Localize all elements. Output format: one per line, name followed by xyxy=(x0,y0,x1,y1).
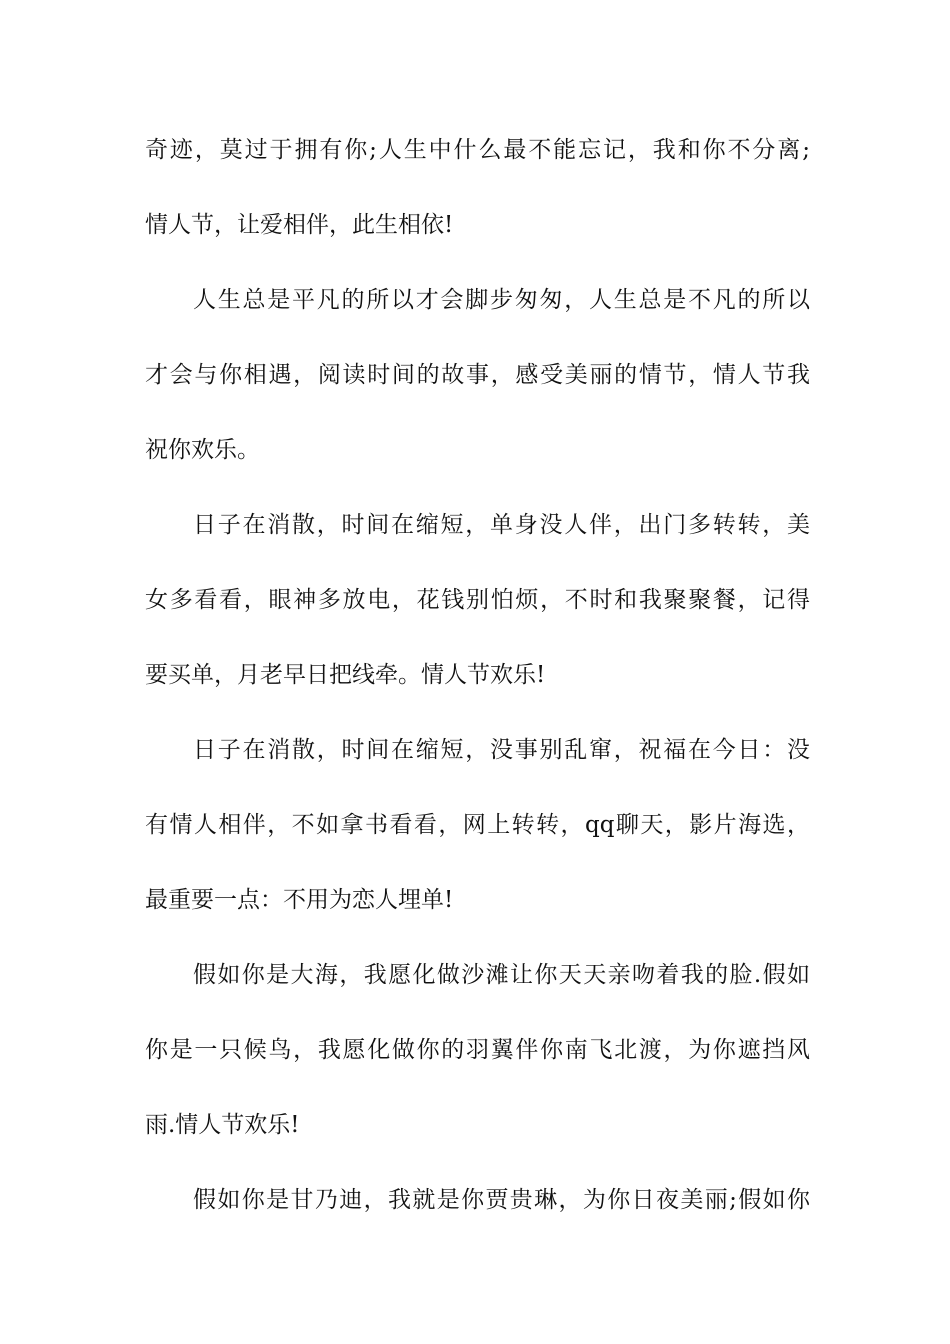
paragraph-line: 情人节，让爱相伴，此生相依! xyxy=(145,212,454,238)
paragraph-line: 日子在消散，时间在缩短，单身没人伴，出门多转转，美 xyxy=(193,512,810,538)
paragraph-line: 假如你是甘乃迪，我就是你贾贵琳，为你日夜美丽;假如你 xyxy=(193,1187,810,1213)
paragraph-line: 你是一只候鸟，我愿化做你的羽翼伴你南飞北渡，为你遮挡风 xyxy=(145,1037,810,1063)
paragraph-line: 人生总是平凡的所以才会脚步匆匆，人生总是不凡的所以 xyxy=(193,287,810,313)
paragraph-line: 雨.情人节欢乐! xyxy=(145,1112,300,1138)
paragraph-line: 要买单，月老早日把线牵。情人节欢乐! xyxy=(145,662,546,688)
paragraph-line: 祝你欢乐。 xyxy=(145,437,260,463)
paragraph-line: 最重要一点：不用为恋人埋单! xyxy=(145,887,454,913)
paragraph-line: 女多看看，眼神多放电，花钱别怕烦，不时和我聚聚餐，记得 xyxy=(145,587,810,613)
paragraph-line: 才会与你相遇，阅读时间的故事，感受美丽的情节，情人节我 xyxy=(145,362,810,388)
paragraph-line: 假如你是大海，我愿化做沙滩让你天天亲吻着我的脸.假如 xyxy=(193,962,810,988)
paragraph-line: 日子在消散，时间在缩短，没事别乱窜，祝福在今日：没 xyxy=(193,737,810,763)
paragraph-line: 奇迹，莫过于拥有你;人生中什么最不能忘记，我和你不分离; xyxy=(145,137,810,163)
paragraph-line: 有情人相伴，不如拿书看看，网上转转，qq聊天，影片海选， xyxy=(145,812,810,838)
